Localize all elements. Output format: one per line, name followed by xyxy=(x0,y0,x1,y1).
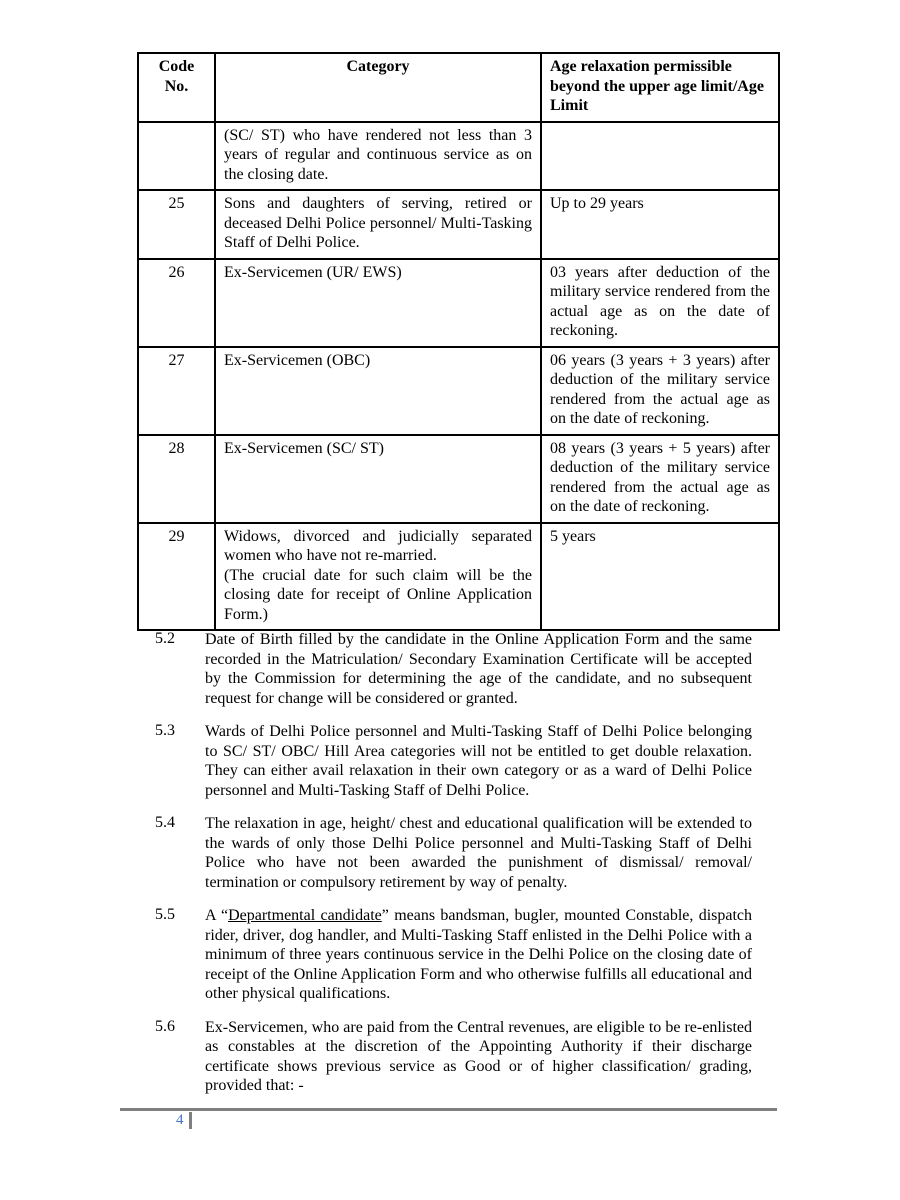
code-cell: 26 xyxy=(138,259,215,347)
table-row xyxy=(138,435,779,523)
age-relaxation-table xyxy=(137,52,780,631)
clause-text: Ex-Servicemen, who are paid from the Central revenues, are eligible to be re-enlisted as constables at the discretion of the Appointing Authority if their discharge certificate shows previous service as Good or of higher classification/ grading, provided that: - xyxy=(205,1018,752,1095)
table-row xyxy=(138,259,779,347)
header-age-relaxation: Age relaxation permissible beyond the upper age limit/Age Limit xyxy=(541,53,779,122)
footer-divider xyxy=(120,1108,777,1111)
header-category: Category xyxy=(215,53,541,122)
table-row xyxy=(138,122,779,191)
relaxation-cell: 06 years (3 years + 3 years) after deduction of the military service rendered from the actual age as on the date of reckoning. xyxy=(541,347,779,435)
clause-number: 5.6 xyxy=(155,1017,175,1035)
category-cell: Ex-Servicemen (UR/ EWS) xyxy=(215,259,541,347)
header-code-no: Code No. xyxy=(138,53,215,122)
clause-text xyxy=(205,906,752,1004)
clause-5-5 xyxy=(155,906,752,1004)
page-number-bar xyxy=(189,1112,192,1129)
table-row xyxy=(138,523,779,631)
clause-number: 5.5 xyxy=(155,906,175,924)
category-cell: Ex-Servicemen (OBC) xyxy=(215,347,541,435)
relaxation-cell: Up to 29 years xyxy=(541,190,779,259)
clause-number: 5.4 xyxy=(155,814,175,832)
clause-number: 5.2 xyxy=(155,630,175,647)
code-cell: 29 xyxy=(138,523,215,631)
category-cell xyxy=(215,523,541,631)
clause-5-6 xyxy=(155,1018,752,1096)
relaxation-cell: 03 years after deduction of the military service rendered from the actual age as on the date of reckoning. xyxy=(541,259,779,347)
code-cell: 27 xyxy=(138,347,215,435)
departmental-candidate-term: Departmental candidate xyxy=(228,907,382,925)
clause-5-3 xyxy=(155,722,752,800)
clauses-section xyxy=(155,630,752,1110)
page-number-block xyxy=(176,1112,192,1129)
table-row xyxy=(138,190,779,259)
clause-text: Wards of Delhi Police personnel and Multi-Tasking Staff of Delhi Police belonging to SC/ ST/ OBC/ Hill Area categories will not be entitled to get double relaxation. They can either avail relaxation in their own category or as a ward of Delhi Police personnel and Multi-Tasking Staff of Delhi Police. xyxy=(205,723,752,799)
clause-text: The relaxation in age, height/ chest and educational qualification will be extended to the wards of only those Delhi Police personnel and Multi-Tasking Staff of Delhi Police who have not been awarded the punishment of dismissal/ removal/ termination or compulsory retirement by way of penalty. xyxy=(205,815,752,891)
clause-5-4 xyxy=(155,814,752,892)
category-text: Widows, divorced and judicially separated women who have not re-married. xyxy=(224,527,532,565)
table-row xyxy=(138,347,779,435)
relaxation-cell: 5 years xyxy=(541,523,779,631)
category-cell: Sons and daughters of serving, retired or deceased Delhi Police personnel/ Multi-Tasking Staff of Delhi Police. xyxy=(215,190,541,259)
category-note: (The crucial date for such claim will be the closing date for receipt of Online Application Form.) xyxy=(224,566,532,623)
clause-number: 5.3 xyxy=(155,722,175,740)
code-cell: 28 xyxy=(138,435,215,523)
clause-text-suffix: ” means bandsman, bugler, mounted Constable, dispatch rider, driver, dog handler, and Multi-Tasking Staff enlisted in the Delhi Police with a minimum of three years continuous service in the Delhi Police on the closing date of receipt of the Online Application Form and who otherwise fulfills all educational and other physical qualifications. xyxy=(205,907,753,1003)
clause-text: Date of Birth filled by the candidate in the Online Application Form and the same recorded in the Matriculation/ Secondary Examination Certificate will be accepted by the Commission for determining the age of the candidate, and no subsequent request for change will be considered or granted. xyxy=(205,631,752,707)
page-number: 4 xyxy=(176,1112,184,1128)
clause-text-prefix: A “ xyxy=(205,907,229,925)
relaxation-cell: 08 years (3 years + 5 years) after deduction of the military service rendered from the actual age as on the date of reckoning. xyxy=(541,435,779,523)
code-cell xyxy=(138,122,215,191)
table-header-row xyxy=(138,53,779,122)
category-cell: (SC/ ST) who have rendered not less than 3 years of regular and continuous service as on the closing date. xyxy=(215,122,541,191)
clause-5-2 xyxy=(155,630,752,708)
category-cell: Ex-Servicemen (SC/ ST) xyxy=(215,435,541,523)
relaxation-cell xyxy=(541,122,779,191)
code-cell: 25 xyxy=(138,190,215,259)
